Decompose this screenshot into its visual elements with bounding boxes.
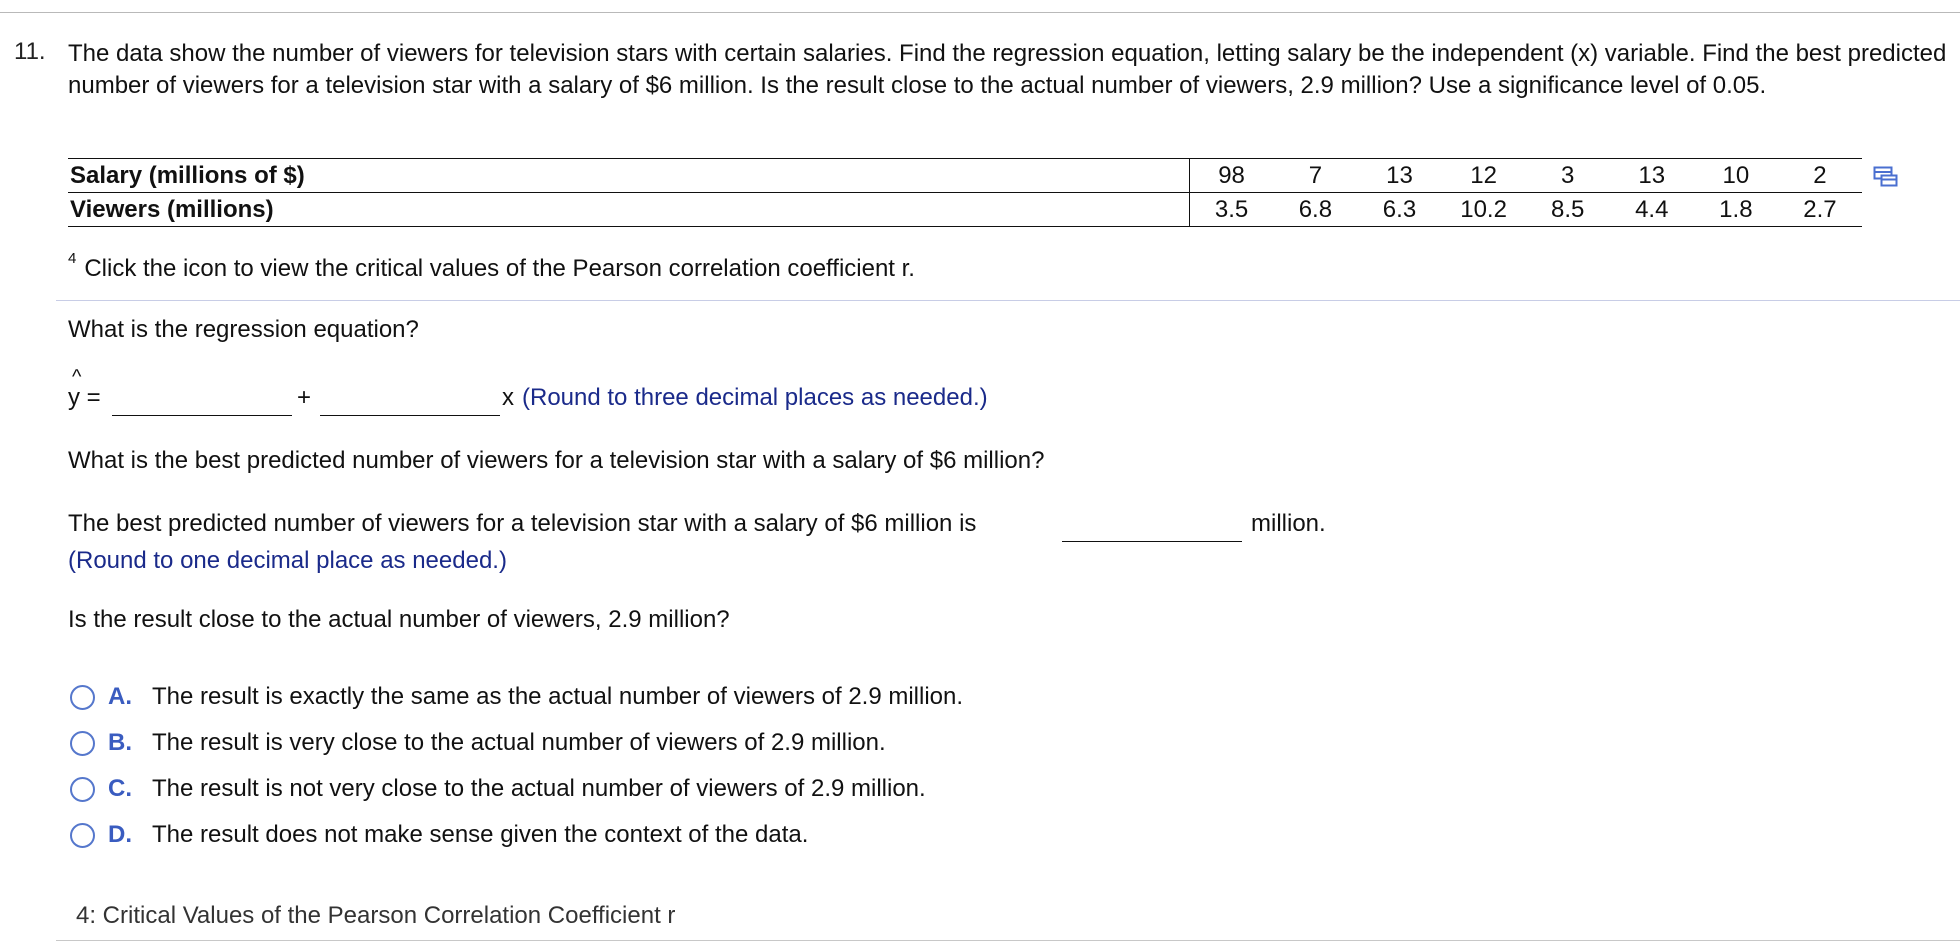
round-hint-three: (Round to three decimal places as needed.) — [522, 384, 988, 411]
critical-values-link[interactable]: 4: Critical Values of the Pearson Correlation Coefficient r — [76, 902, 676, 929]
radio-button-d[interactable] — [70, 823, 95, 848]
yhat-equals: y = — [68, 384, 101, 411]
hat-symbol: ^ — [72, 366, 82, 388]
regression-prompt: What is the regression equation? — [68, 316, 419, 343]
salary-cell: 10 — [1694, 159, 1778, 193]
table-copy-icon[interactable] — [1873, 166, 1899, 188]
prediction-prompt: What is the best predicted number of viewers for a television star with a salary of $6 million? — [68, 447, 1045, 474]
radio-button-c[interactable] — [70, 777, 95, 802]
radio-button-a[interactable] — [70, 685, 95, 710]
option-text: The result is very close to the actual number of viewers of 2.9 million. — [152, 729, 886, 756]
data-table — [68, 158, 1862, 227]
salary-cell: 7 — [1273, 159, 1357, 193]
intercept-input[interactable] — [112, 386, 292, 416]
option-text: The result is exactly the same as the actual number of viewers of 2.9 million. — [152, 683, 964, 710]
salary-cell: 3 — [1526, 159, 1610, 193]
option-letter: A. — [108, 683, 132, 710]
option-letter: D. — [108, 821, 132, 848]
question-number: 11. — [14, 38, 46, 65]
slope-input[interactable] — [320, 386, 500, 416]
table-row-viewers — [68, 193, 1862, 227]
salary-cell: 13 — [1357, 159, 1441, 193]
footnote — [68, 250, 915, 283]
option-text: The result does not make sense given the context of the data. — [152, 821, 809, 848]
top-divider — [0, 12, 1960, 13]
viewers-cell: 2.7 — [1778, 193, 1862, 227]
table-row-salary — [68, 159, 1862, 193]
option-letter: B. — [108, 729, 132, 756]
prediction-unit: million. — [1251, 510, 1326, 537]
viewers-cell: 6.3 — [1357, 193, 1441, 227]
x-variable-label: x — [502, 384, 514, 411]
footnote-text: Click the icon to view the critical values of the Pearson correlation coefficient r. — [84, 255, 915, 282]
viewers-cell: 10.2 — [1442, 193, 1526, 227]
round-hint-one: (Round to one decimal place as needed.) — [68, 547, 507, 574]
viewers-cell: 8.5 — [1526, 193, 1610, 227]
prediction-sentence: The best predicted number of viewers for a television star with a salary of $6 million is — [68, 510, 977, 537]
bottom-divider — [56, 940, 1960, 941]
option-d[interactable] — [70, 819, 808, 851]
question-text: The data show the number of viewers for television stars with certain salaries. Find the regression equation, letting salary be the independent (x) variable. Find the best predicted number of viewers for a television star with a salary of $6 million. Is the result close to the actual number of viewers, 2.9 million? Use a significance level of 0.05. — [68, 40, 1947, 99]
salary-cell: 2 — [1778, 159, 1862, 193]
footnote-marker: 4 — [68, 250, 77, 267]
option-letter: C. — [108, 775, 132, 802]
closeness-prompt: Is the result close to the actual number of viewers, 2.9 million? — [68, 606, 730, 633]
row-label-viewers: Viewers (millions) — [68, 193, 1189, 227]
viewers-cell: 3.5 — [1189, 193, 1273, 227]
salary-cell: 13 — [1610, 159, 1694, 193]
salary-cell: 12 — [1442, 159, 1526, 193]
viewers-cell: 6.8 — [1273, 193, 1357, 227]
section-divider — [56, 300, 1960, 301]
plus-sign: + — [297, 384, 312, 411]
prediction-input[interactable] — [1062, 512, 1242, 542]
option-c[interactable] — [70, 773, 926, 805]
row-label-salary: Salary (millions of $) — [68, 159, 1189, 193]
option-b[interactable] — [70, 727, 886, 759]
viewers-cell: 4.4 — [1610, 193, 1694, 227]
salary-cell: 98 — [1189, 159, 1273, 193]
option-text: The result is not very close to the actual number of viewers of 2.9 million. — [152, 775, 926, 802]
radio-button-b[interactable] — [70, 731, 95, 756]
yhat-label — [68, 366, 101, 412]
viewers-cell: 1.8 — [1694, 193, 1778, 227]
option-a[interactable] — [70, 681, 963, 713]
